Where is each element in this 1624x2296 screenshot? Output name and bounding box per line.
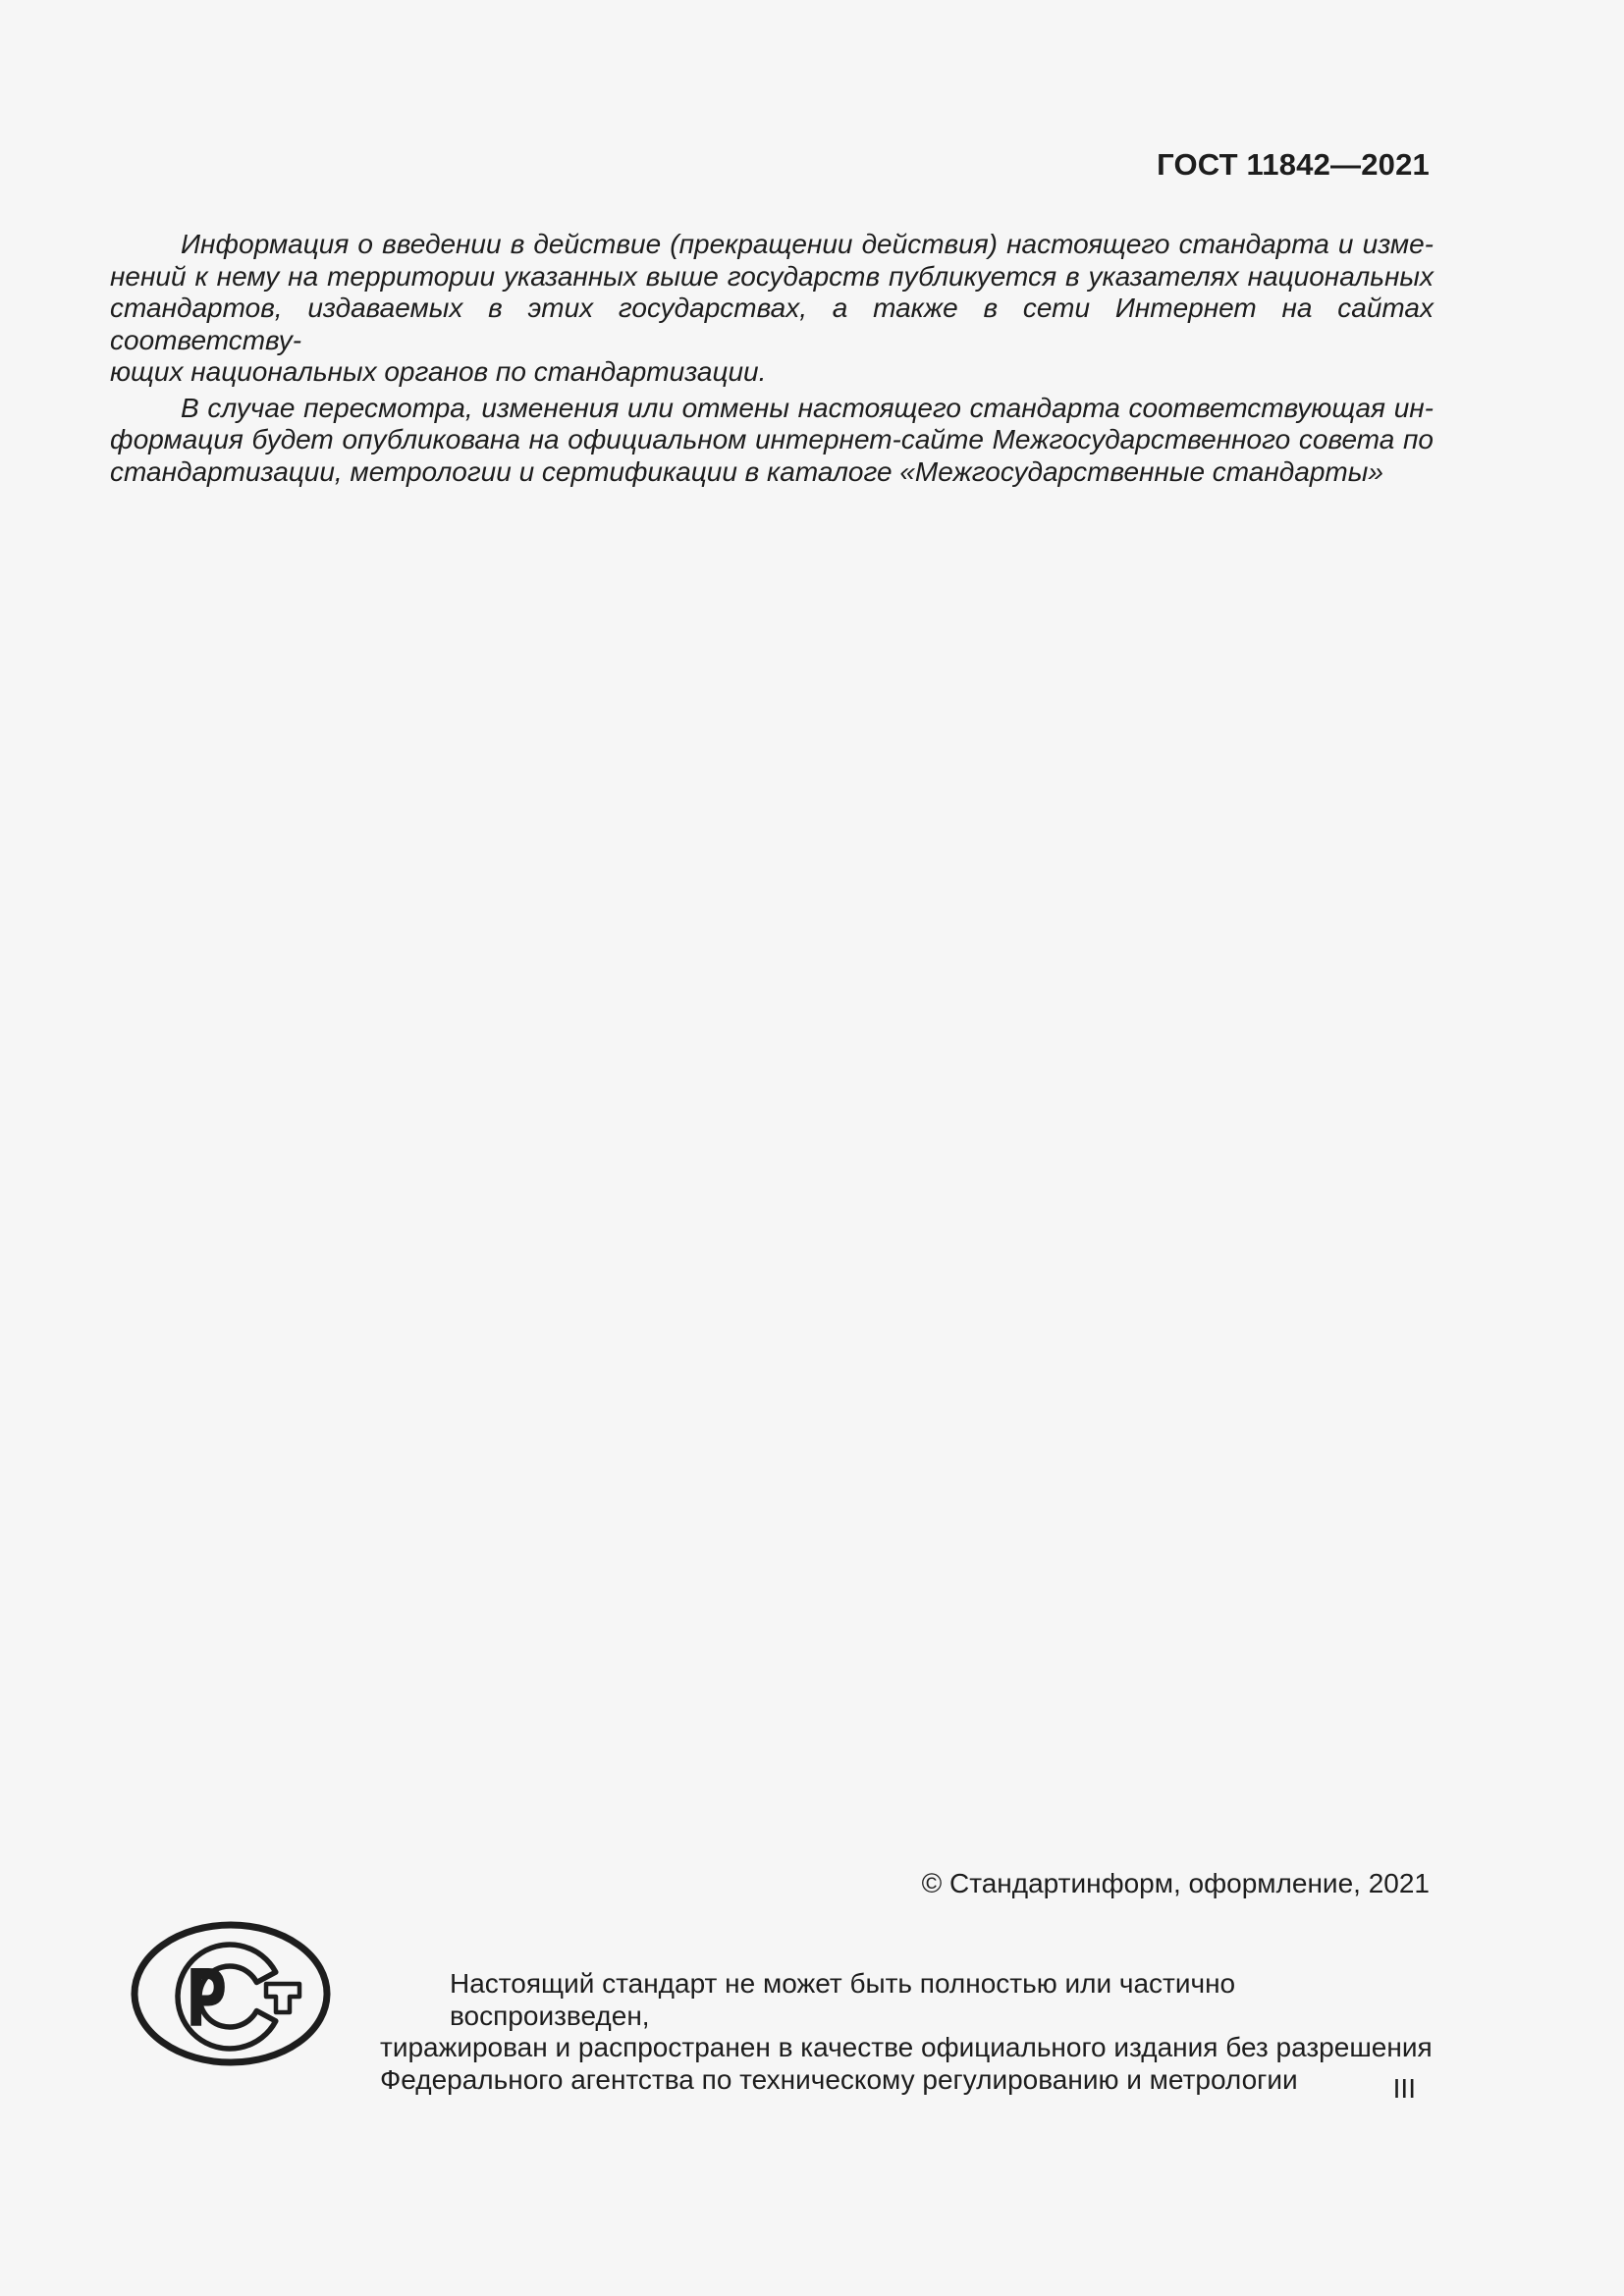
text-line: ющих национальных органов по стандартизации. bbox=[110, 356, 767, 387]
page-number: III bbox=[1392, 2073, 1416, 2104]
rosstandart-rst-logo-icon bbox=[131, 1919, 331, 2066]
rst-logo-svg bbox=[131, 1919, 331, 2066]
text-line: формация будет опубликована на официальном интернет-сайте Межгосударственного совета по bbox=[110, 424, 1434, 454]
text-line: стандартов, издаваемых в этих государствах, а также в сети Интернет на сайтах соответству- bbox=[110, 293, 1434, 355]
copyright-line: © Стандартинформ, оформление, 2021 bbox=[921, 1868, 1430, 1898]
standard-code-header: ГОСТ 11842—2021 bbox=[1157, 147, 1430, 182]
text-line: Настоящий стандарт не может быть полностью или частично воспроизведен, bbox=[450, 1968, 1236, 2031]
text-line: нений к нему на территории указанных выше государств публикуется в указателях национальных bbox=[110, 260, 1434, 292]
text-line: Федерального агентства по техническому регулированию и метрологии bbox=[380, 2063, 1298, 2095]
introductory-note bbox=[110, 229, 1434, 488]
logo-letter-t bbox=[266, 1984, 299, 2012]
text-line: тиражирован и распространен в качестве официального издания без разрешения bbox=[380, 2032, 1433, 2062]
intro-paragraph-2 bbox=[110, 393, 1434, 489]
text-line: Информация о введении в действие (прекращении действия) настоящего стандарта и изме- bbox=[181, 229, 1434, 259]
text-line: стандартизации, метрологии и сертификации в каталоге «Межгосударственные стандарты» bbox=[110, 455, 1383, 487]
intro-paragraph-1 bbox=[110, 229, 1434, 389]
text-line: В случае пересмотра, изменения или отмены настоящего стандарта соответствующая ин- bbox=[181, 392, 1434, 423]
logo-letter-p: Р bbox=[186, 1953, 228, 2046]
